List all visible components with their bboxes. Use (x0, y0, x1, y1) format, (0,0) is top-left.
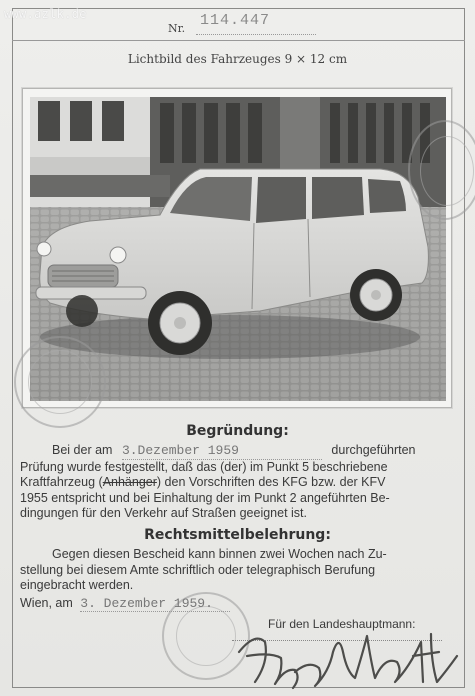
begruendung-line-3-post: ) den Vorschriften des KFG bzw. der KFV (156, 475, 386, 489)
official-stamp-right (408, 120, 475, 220)
inspection-date-field (122, 443, 322, 460)
begruendung-line-1-pre: Bei der am (52, 443, 113, 457)
handwritten-signature (225, 612, 465, 696)
begruendung-line-1 (20, 443, 460, 460)
rechtsmittel-heading: Rechtsmittelbelehrung: (144, 527, 331, 543)
photo-caption: Lichtbild des Fahrzeuges 9 × 12 cm (127, 52, 348, 66)
begruendung-heading: Begründung: (186, 423, 289, 439)
closing-place: Wien, am (20, 596, 73, 610)
header-divider (12, 40, 465, 41)
rechtsmittel-line-2: stellung bei diesem Amte schriftlich oder telegraphisch Berufung (20, 562, 376, 577)
begruendung-line-2: Prüfung wurde festgestellt, daß das (der) im Punkt 5 beschriebene (20, 459, 388, 474)
begruendung-line-3-pre: Kraftfahrzeug ( (20, 475, 103, 489)
begruendung-line-5: dingungen für den Verkehr auf Straßen geeignet ist. (20, 506, 307, 520)
begruendung-line-3 (20, 475, 460, 491)
closing-date-line (20, 596, 460, 612)
closing-date-field (80, 596, 230, 612)
watermark: www.azlk.de (4, 7, 87, 21)
document-number-underline (196, 34, 316, 35)
rechtsmittel-line-3: eingebracht werden. (20, 578, 134, 592)
begruendung-line-4: 1955 entspricht und bei Einhaltung der im Punkt 2 angeführten Be- (20, 490, 390, 505)
begruendung-line-3-strike: Anhänger (102, 475, 157, 489)
begruendung-line-1-post: durchgeführten (331, 443, 416, 457)
closing-date: 3. Dezember 1959. (80, 596, 213, 611)
official-stamp-left (14, 336, 106, 428)
rechtsmittel-line-1: Gegen diesen Bescheid kann binnen zwei Wochen nach Zu- (52, 547, 387, 561)
document-number-row (160, 12, 420, 36)
official-stamp-right-ring (420, 136, 474, 206)
document-number-label: Nr. (168, 22, 186, 35)
official-stamp-left-ring (28, 350, 92, 414)
document-number-value: 114.447 (200, 12, 271, 29)
rechtsmittel-text (20, 547, 460, 594)
begruendung-text (20, 443, 460, 522)
signature-label: Für den Landeshauptmann: (268, 617, 416, 631)
inspection-date: 3.Dezember 1959 (121, 443, 239, 458)
